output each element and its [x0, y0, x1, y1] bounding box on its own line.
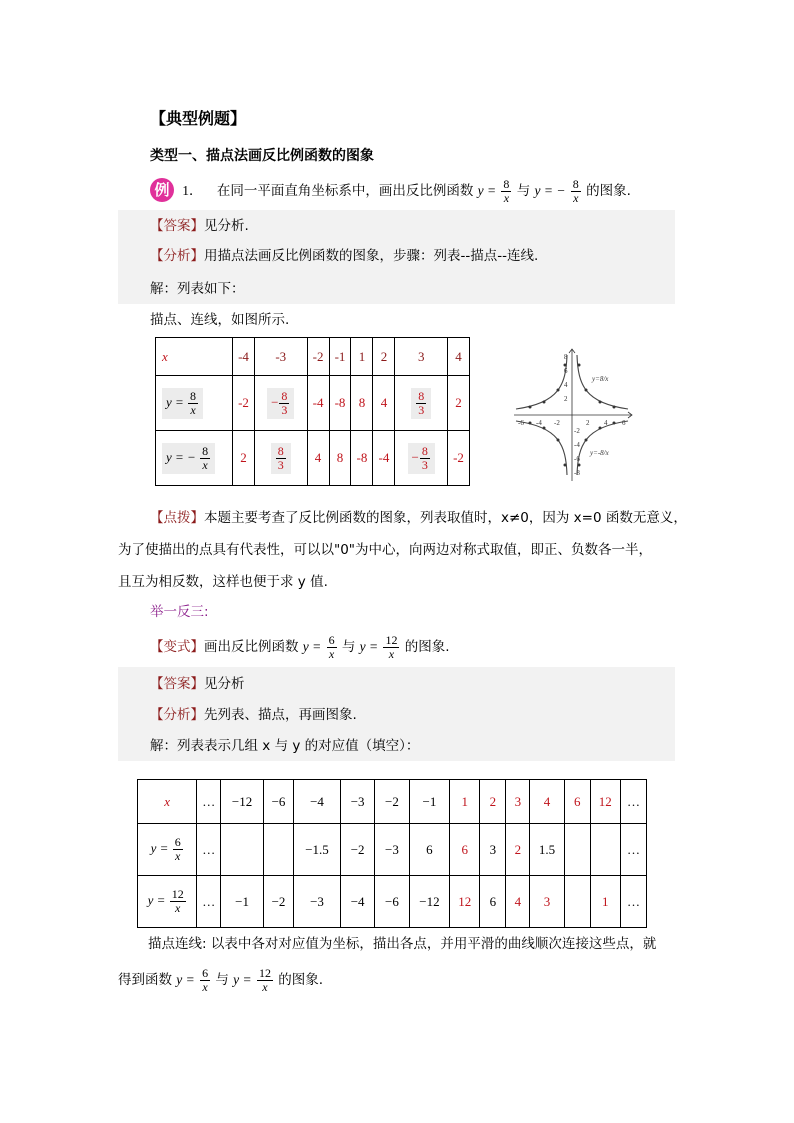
analysis-tag: 【分析】 [150, 707, 204, 723]
table-cell: 6 [409, 824, 450, 876]
example-number: 1． [182, 183, 203, 198]
x-tick: 4 [604, 419, 608, 427]
table-cell: … [197, 780, 221, 824]
variant-tag: 【变式】 [150, 639, 204, 655]
frac-num: 8 [503, 176, 510, 191]
plot-text: 描点、连线，如图所示. [150, 312, 290, 328]
table-row [156, 338, 470, 376]
table-cell: -2 [233, 376, 255, 431]
y-eq: y = [302, 639, 322, 654]
closing-line-1: 描点连线: 以表中各对对应值为坐标，描出各点，并用平滑的曲线顺次连接这些点，就 [148, 936, 657, 952]
table-cell: 1 [351, 338, 373, 376]
frac-num: 8 [202, 443, 209, 458]
example-badge: 例 [150, 178, 174, 202]
fraction [200, 445, 210, 472]
y-tick: -2 [574, 427, 580, 435]
table-cell: 3 [530, 876, 564, 928]
frac-den: x [328, 646, 335, 661]
y-eq: y = [166, 393, 184, 409]
table-cell: -4 [373, 431, 395, 486]
frac-num: 8 [572, 176, 579, 191]
y-eq: y = [147, 892, 166, 908]
y-eq: y = [150, 840, 169, 856]
analysis-tag: 【分析】 [150, 248, 204, 264]
curve-q2 [516, 355, 567, 409]
table-cell: -3 [254, 338, 307, 376]
table-cell: … [197, 824, 221, 876]
conj: 与 [215, 972, 229, 988]
table-cell: 4 [307, 431, 329, 486]
frac-num: 6 [328, 632, 335, 647]
fraction [327, 634, 337, 661]
row-label-y2 [156, 431, 233, 486]
table-cell [590, 824, 620, 876]
analysis-text: 先列表、描点，再画图象. [204, 707, 357, 723]
row-label-x: x [138, 780, 197, 824]
frac-den: x [573, 190, 579, 205]
curve-label: y=-8/x [590, 449, 609, 457]
conj: 与 [516, 183, 531, 199]
table-cell: $\frac{8}{3}$ [254, 431, 307, 486]
y-tick: -4 [574, 441, 580, 449]
table-cell: −1.5 [294, 824, 341, 876]
table-cell: … [620, 780, 646, 824]
table-cell: -4 [307, 376, 329, 431]
frac-den: x [262, 979, 268, 994]
table-cell: 1.5 [530, 824, 564, 876]
table-cell: 12 [450, 876, 480, 928]
row-label-y1 [156, 376, 233, 431]
table-cell: 6 [564, 780, 590, 824]
table-cell: −1 [221, 876, 264, 928]
variant-line [150, 632, 450, 662]
y-tick: 8 [564, 353, 568, 361]
table-cell: -4 [233, 338, 255, 376]
x-tick: -2 [554, 419, 560, 427]
row-label-y1 [138, 824, 197, 876]
table-cell: −12 [221, 780, 264, 824]
y-eq: y = [477, 183, 497, 198]
table-cell: −6 [263, 780, 293, 824]
answer-text: 见分析. [204, 218, 249, 234]
table-cell: 2 [373, 338, 395, 376]
frac-den: x [190, 402, 196, 417]
x-tick: 2 [586, 419, 590, 427]
fraction [170, 888, 186, 915]
practice-title: 举一反三: [150, 604, 209, 620]
frac-num: 12 [171, 887, 184, 901]
closing-line-2 [118, 964, 323, 996]
hyperbola-graph [510, 345, 635, 485]
table-cell: 4 [530, 780, 564, 824]
conj: 与 [341, 639, 356, 655]
solution-1: 解：列表如下： [150, 281, 245, 297]
frac-num: 12 [258, 965, 271, 980]
curve-q3 [516, 421, 567, 475]
table-cell: 2 [448, 376, 470, 431]
example-text-before: 在同一平面直角坐标系中，画出反比例函数 [216, 183, 474, 199]
table-cell: 2 [233, 431, 255, 486]
table-cell: −3 [294, 876, 341, 928]
frac-den: x [503, 190, 510, 205]
curve-q4 [577, 421, 628, 475]
table-cell: 8 [351, 376, 373, 431]
variant-text-after: 的图象. [404, 639, 450, 655]
table-cell: 4 [373, 376, 395, 431]
table-cell: -1 [329, 338, 351, 376]
tip-line-3: 且互为相反数，这样也便于求 y 值. [118, 574, 328, 590]
variant-text-before: 画出反比例函数 [204, 639, 299, 655]
table-cell: … [620, 876, 646, 928]
frac-den: x [202, 979, 208, 994]
table-cell: −3 [340, 780, 374, 824]
y-tick: 6 [564, 367, 568, 375]
y-tick: -8 [574, 469, 580, 477]
analysis-text: 用描点法画反比例函数的图象，步骤：列表--描点--连线. [204, 248, 539, 264]
x-tick: -4 [536, 419, 542, 427]
table-cell [564, 876, 590, 928]
table-cell: 12 [590, 780, 620, 824]
frac-num: 8 [190, 388, 197, 403]
table-cell: -8 [329, 376, 351, 431]
y-eq: y = [176, 972, 195, 987]
y-eq: y = [359, 639, 379, 654]
fraction [571, 178, 581, 205]
table-cell: −4 [294, 780, 341, 824]
value-table-2 [137, 779, 647, 928]
table-cell: 3 [395, 338, 448, 376]
analysis-2 [150, 703, 357, 727]
fraction [383, 634, 399, 661]
table-cell: −1 [409, 780, 450, 824]
tip-tag: 【点拨】 [150, 510, 204, 526]
table-cell: … [620, 824, 646, 876]
example-text-after: 的图象. [586, 183, 631, 199]
row-label-x: x [156, 338, 233, 376]
fraction [501, 178, 511, 205]
y-tick: -6 [574, 455, 580, 463]
answer-text: 见分析 [204, 676, 245, 692]
y-tick: 2 [564, 395, 568, 403]
analysis-1 [150, 244, 538, 268]
tip-text: 本题主要考查了反比例函数的图象，列表取值时，x≠0，因为 x=0 函数无意义， [204, 510, 687, 526]
table-cell [263, 824, 293, 876]
fraction [188, 390, 198, 417]
table-cell: -2 [307, 338, 329, 376]
table-row [138, 824, 647, 876]
frac-den: x [175, 901, 181, 915]
tip-line-1 [150, 506, 687, 530]
frac-den: x [202, 457, 208, 472]
y-eq: y = − [534, 183, 566, 198]
table-cell: − $\frac{8}{3}$ [254, 376, 307, 431]
frac-num: 6 [202, 965, 209, 980]
y-eq: y = [233, 972, 252, 987]
row-label-y2 [138, 876, 197, 928]
x-tick: 6 [622, 419, 626, 427]
example-line [150, 176, 631, 206]
table-cell: 2 [480, 780, 506, 824]
table-cell: 1 [590, 876, 620, 928]
table-cell: −6 [375, 876, 409, 928]
closing-text-after: 的图象. [278, 972, 324, 988]
table-cell: 6 [480, 876, 506, 928]
section-heading: 【典型例题】 [150, 109, 247, 128]
table-cell: 4 [506, 876, 530, 928]
table-cell: 6 [450, 824, 480, 876]
frac-den: x [388, 646, 395, 661]
table-cell: − $\frac{8}{3}$ [395, 431, 448, 486]
table-cell: -8 [351, 431, 373, 486]
y-tick: 4 [564, 381, 568, 389]
type1-title: 类型一、描点法画反比例函数的图象 [150, 148, 374, 164]
table-row [138, 780, 647, 824]
table-cell: −2 [263, 876, 293, 928]
frac-num: 12 [385, 632, 398, 647]
tip-line-2: 为了使描出的点具有代表性，可以以"0"为中心，向两边对称式取值，即正、负数各一半， [118, 542, 653, 558]
table-cell: $\frac{8}{3}$ [395, 376, 448, 431]
table-row [156, 376, 470, 431]
table-cell: −3 [375, 824, 409, 876]
table-cell [564, 824, 590, 876]
value-table-1 [155, 337, 470, 486]
table-cell: 8 [329, 431, 351, 486]
answer-tag: 【答案】 [150, 676, 204, 692]
table-row [138, 876, 647, 928]
table-cell: 4 [448, 338, 470, 376]
table-cell: 2 [506, 824, 530, 876]
fraction [257, 967, 273, 994]
answer-2 [150, 672, 245, 696]
table-cell: −2 [340, 824, 374, 876]
y-eq: y = − [166, 448, 196, 464]
table-cell: 3 [506, 780, 530, 824]
closing-text-before: 得到函数 [118, 972, 172, 988]
table-cell: −4 [340, 876, 374, 928]
table-cell: 3 [480, 824, 506, 876]
table-cell [221, 824, 264, 876]
answer-1 [150, 214, 249, 238]
curve-label: y=8/x [592, 375, 609, 383]
fraction [200, 967, 210, 994]
answer-tag: 【答案】 [150, 218, 204, 234]
table-cell: −2 [375, 780, 409, 824]
table-cell: 1 [450, 780, 480, 824]
table-cell: −12 [409, 876, 450, 928]
table-row [156, 431, 470, 486]
table-cell: -2 [448, 431, 470, 486]
frac-den: x [175, 849, 181, 863]
solution-2: 解：列表表示几组 x 与 y 的对应值（填空）： [150, 738, 420, 754]
fraction [173, 836, 183, 863]
table-cell: … [197, 876, 221, 928]
frac-num: 6 [174, 835, 181, 849]
x-tick: -6 [518, 419, 524, 427]
